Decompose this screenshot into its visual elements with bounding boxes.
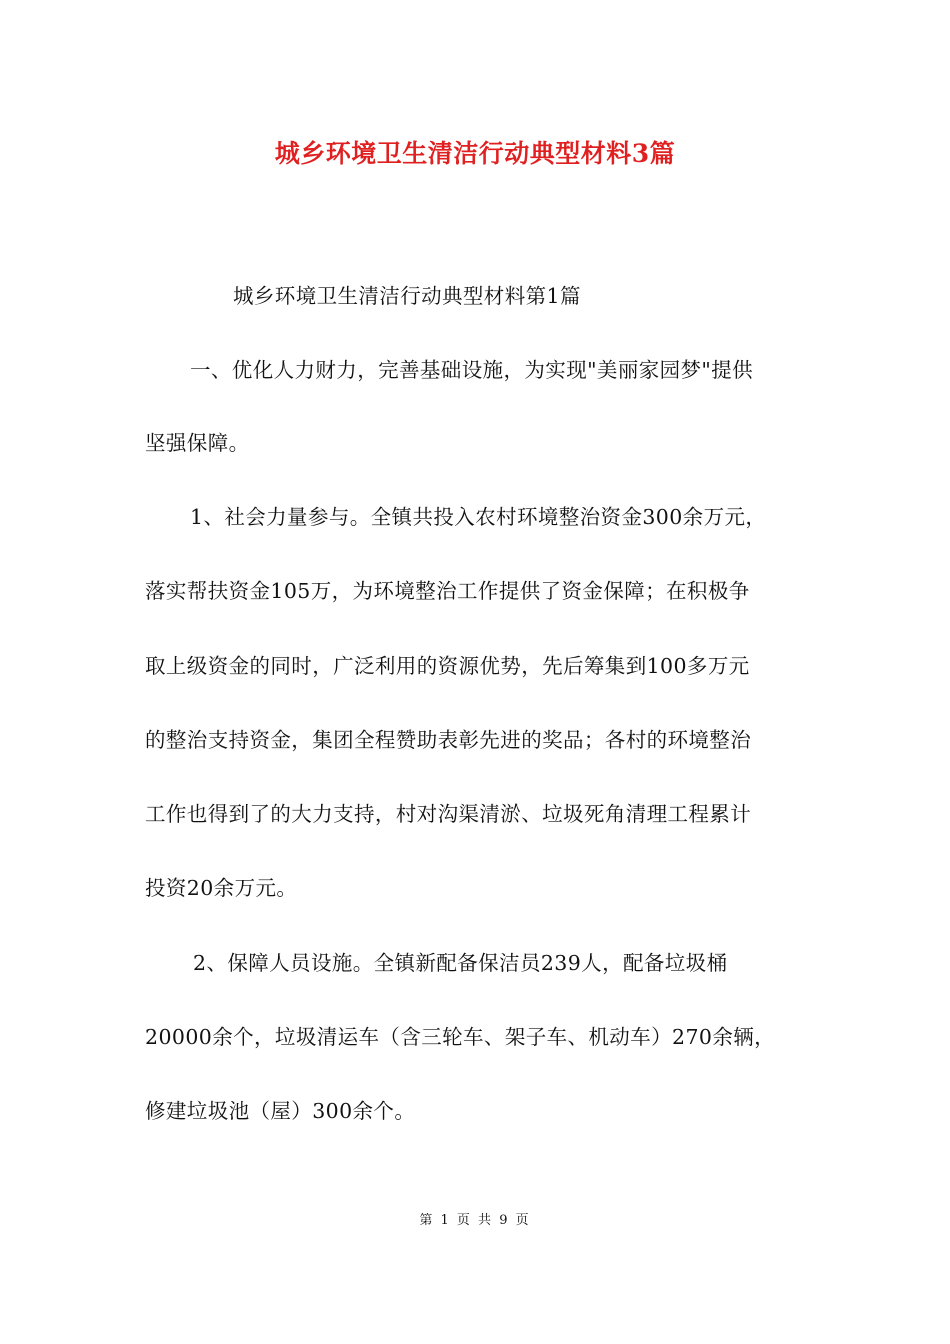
page-indicator: 第 1 页 共 9 页 bbox=[419, 1213, 531, 1228]
paragraph-line: 2、保障人员设施。全镇新配备保洁员239人，配备垃圾桶 bbox=[193, 951, 728, 975]
paragraph-line: 落实帮扶资金105万，为环境整治工作提供了资金保障；在积极争 bbox=[145, 579, 750, 603]
paragraph-line: 一、优化人力财力，完善基础设施，为实现"美丽家园梦"提供 bbox=[190, 358, 754, 382]
paragraph-line: 1、社会力量参与。全镇共投入农村环境整治资金300余万元， bbox=[190, 505, 767, 529]
paragraph-line: 修建垃圾池（屋）300余个。 bbox=[145, 1099, 416, 1123]
paragraph-line: 工作也得到了的大力支持，村对沟渠清淤、垃圾死角清理工程累计 bbox=[145, 802, 752, 826]
paragraph-line: 的整治支持资金，集团全程赞助表彰先进的奖品；各村的环境整治 bbox=[145, 728, 752, 752]
paragraph-line: 投资20余万元。 bbox=[145, 876, 298, 900]
document-title: 城乡环境卫生清洁行动典型材料3篇 bbox=[274, 139, 676, 168]
paragraph-line: 取上级资金的同时，广泛利用的资源优势，先后筹集到100多万元 bbox=[145, 654, 750, 678]
paragraph-line: 坚强保障。 bbox=[145, 431, 250, 455]
section-title: 城乡环境卫生清洁行动典型材料第1篇 bbox=[233, 284, 581, 308]
paragraph-line: 20000余个，垃圾清运车（含三轮车、架子车、机动车）270余辆， bbox=[145, 1025, 776, 1049]
